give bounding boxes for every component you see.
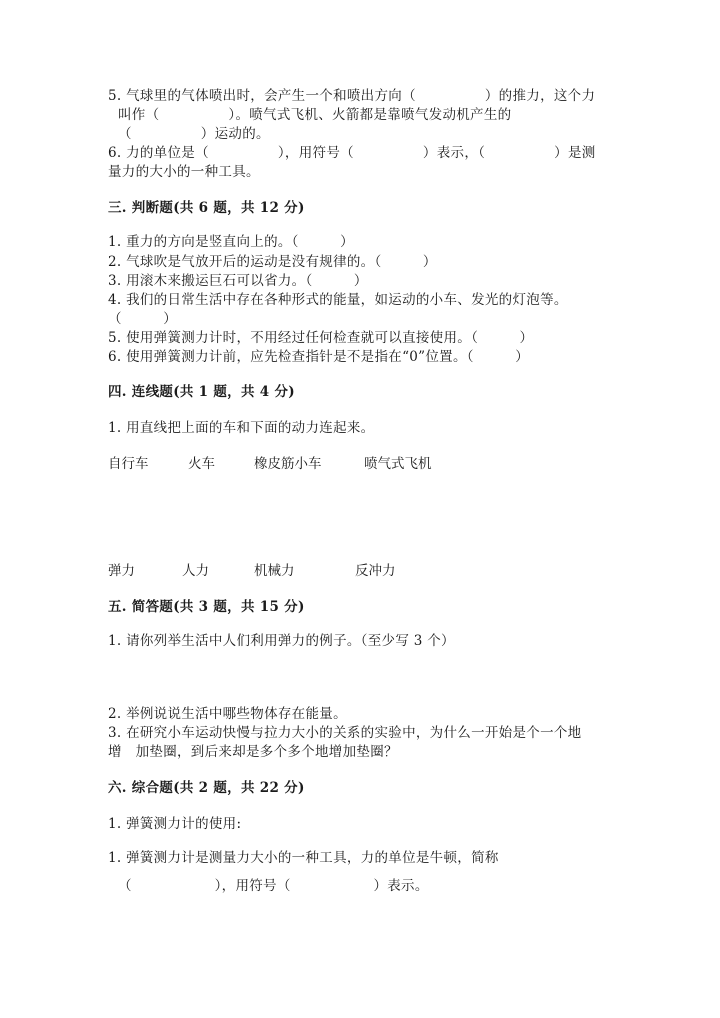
section-5-title: 五. 简答题(共 3 题，共 15 分) xyxy=(108,599,305,615)
judge-item-2: 2. 气球吹是气放开后的运动是没有规律的。（ ） xyxy=(108,254,437,270)
judge-item-6: 6. 使用弹簧测力计前，应先检查指针是不是指在“0”位置。（ ） xyxy=(108,349,530,365)
comprehensive-q1-sub1: 1. 弹簧测力计是测量力大小的一种工具，力的单位是牛顿，简称 xyxy=(108,850,499,866)
vehicle-train: 火车 xyxy=(188,456,215,472)
short-answer-3-line-2: 增 加垫圈，到后来却是多个多个地增加垫圈？ xyxy=(108,744,398,760)
judge-item-5: 5. 使用弹簧测力计时，不用经过任何检查就可以直接使用。（ ） xyxy=(108,330,534,346)
vehicle-rubber-band-car: 橡皮筋小车 xyxy=(254,456,322,472)
vehicle-jet-plane: 喷气式飞机 xyxy=(364,456,432,472)
judge-item-1: 1. 重力的方向是竖直向上的。（ ） xyxy=(108,234,354,250)
power-recoil: 反冲力 xyxy=(355,563,396,579)
short-answer-1: 1. 请你列举生活中人们利用弹力的例子。（至少写 3 个） xyxy=(108,633,455,649)
power-human: 人力 xyxy=(182,563,209,579)
comprehensive-q1-sub1-blanks: （ ），用符号（ ）表示。 xyxy=(118,878,429,894)
short-answer-2: 2. 举例说说生活中哪些物体存在能量。 xyxy=(108,706,347,722)
q5-line-1: 5. 气球里的气体喷出时，会产生一个和喷出方向（ ）的推力，这个力 xyxy=(108,88,596,104)
section-3-title: 三. 判断题(共 6 题，共 12 分) xyxy=(108,200,305,216)
short-answer-3-line-1: 3. 在研究小车运动快慢与拉力大小的关系的实验中，为什么一开始是个一个地 xyxy=(108,725,582,741)
judge-item-4: 4. 我们的日常生活中存在各种形式的能量，如运动的小车、发光的灯泡等。 xyxy=(108,292,568,308)
q5-line-2: 叫作（ ）。喷气式飞机、火箭都是靠喷气发动机产生的 xyxy=(118,107,512,123)
section-4-title: 四. 连线题(共 1 题，共 4 分) xyxy=(108,384,295,400)
power-mechanical: 机械力 xyxy=(254,563,295,579)
q5-line-3: （ ）运动的。 xyxy=(118,126,270,142)
q6-line-1: 6. 力的单位是（ ），用符号（ ）表示，（ ）是测 xyxy=(108,145,596,161)
q6-line-2: 量力的大小的一种工具。 xyxy=(108,164,260,180)
power-elastic: 弹力 xyxy=(108,563,135,579)
judge-item-4-blank: （ ） xyxy=(108,311,177,327)
matching-question: 1. 用直线把上面的车和下面的动力连起来。 xyxy=(108,420,375,436)
vehicle-bicycle: 自行车 xyxy=(108,456,149,472)
section-6-title: 六. 综合题(共 2 题，共 22 分) xyxy=(108,780,305,796)
judge-item-3: 3. 用滚木来搬运巨石可以省力。（ ） xyxy=(108,273,368,289)
comprehensive-q1: 1. 弹簧测力计的使用: xyxy=(108,816,242,832)
